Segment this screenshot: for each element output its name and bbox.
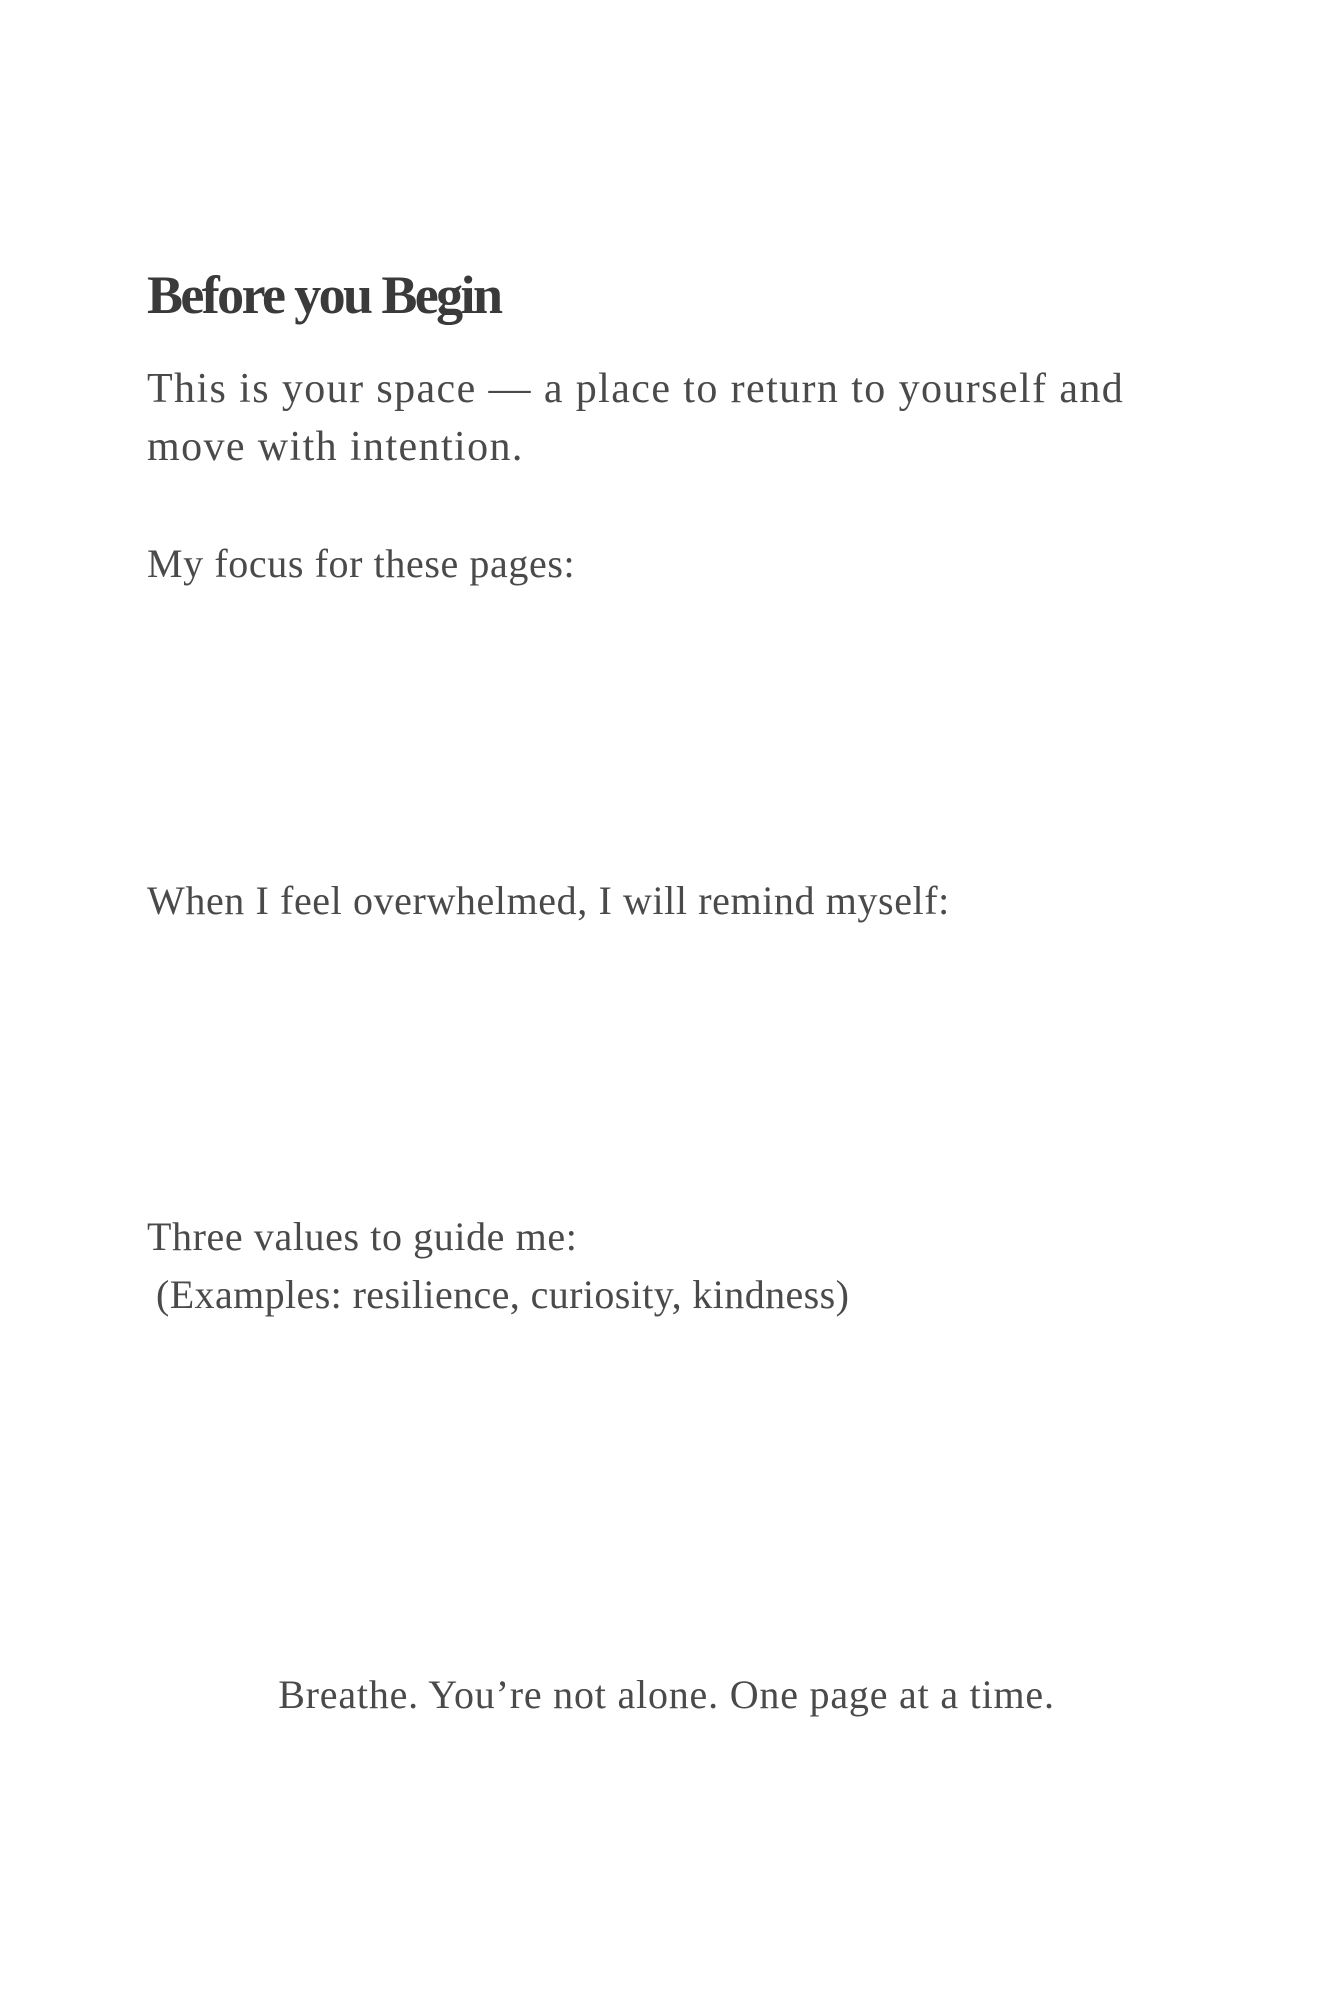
values-writing-space	[147, 1330, 1187, 1630]
overwhelmed-prompt: When I feel overwhelmed, I will remind myself:	[147, 878, 950, 923]
values-prompt: Three values to guide me:	[147, 1214, 578, 1259]
overwhelmed-writing-space	[147, 940, 1187, 1190]
intro-text: This is your space — a place to return to yourself and move with intention.	[147, 366, 1125, 470]
values-examples-hint: (Examples: resilience, curiosity, kindness)	[156, 1272, 850, 1317]
focus-prompt: My focus for these pages:	[147, 541, 576, 586]
closing-affirmation: Breathe. You’re not alone. One page at a time.	[278, 1672, 1055, 1717]
page-title: Before you Begin	[147, 265, 501, 325]
focus-writing-space	[147, 600, 1187, 850]
